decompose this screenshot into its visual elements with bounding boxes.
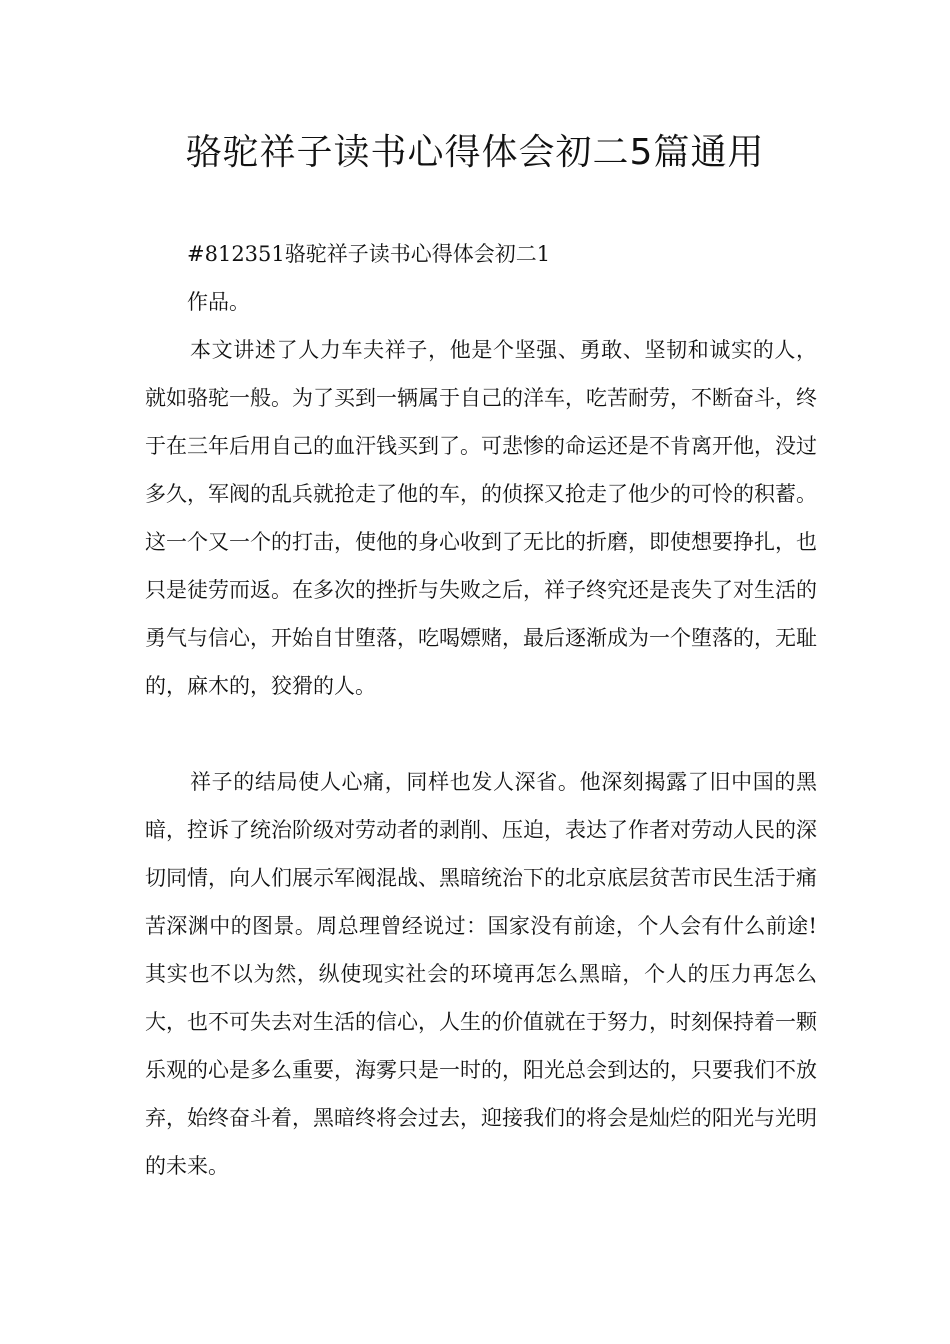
paragraph-1: 本文讲述了人力车夫祥子，他是个坚强、勇敢、坚韧和诚实的人，就如骆驼一般。为了买到一辆属于自己的洋车，吃苦耐劳，不断奋斗，终于在三年后用自己的血汗钱买到了。可悲惨的命运还是不肯离开他，没过多久，军阀的乱兵就抢走了他的车，的侦探又抢走了他少的可怜的积蓄。这一个又一个的打击，使他的身心收到了无比的折磨，即使想要挣扎，也只是徒劳而返。在多次的挫折与失败之后，祥子终究还是丧失了对生活的勇气与信心，开始自甘堕落，吃喝嫖赌，最后逐渐成为一个堕落的，无耻的，麻木的，狡猾的人。 — [145, 338, 817, 698]
paragraph-spacer — [145, 710, 817, 758]
subheading: #812351骆驼祥子读书心得体会初二1 — [187, 242, 551, 266]
document-body — [145, 230, 817, 1190]
document-title: 骆驼祥子读书心得体会初二5篇通用 — [185, 132, 765, 173]
paragraph-2: 祥子的结局使人心痛，同样也发人深省。他深刻揭露了旧中国的黑暗，控诉了统治阶级对劳动者的剥削、压迫，表达了作者对劳动人民的深切同情，向人们展示军阀混战、黑暗统治下的北京底层贫苦市民生活于痛苦深渊中的图景。周总理曾经说过：国家没有前途，个人会有什么前途!其实也不以为然，纵使现实社会的环境再怎么黑暗，个人的压力再怎么大，也不可失去对生活的信心，人生的价值就在于努力，时刻保持着一颗乐观的心是多么重要，海雾只是一时的，阳光总会到达的，只要我们不放弃，始终奋斗着，黑暗终将会过去，迎接我们的将会是灿烂的阳光与光明的未来。 — [145, 770, 817, 1178]
intro-line: 作品。 — [187, 290, 250, 314]
